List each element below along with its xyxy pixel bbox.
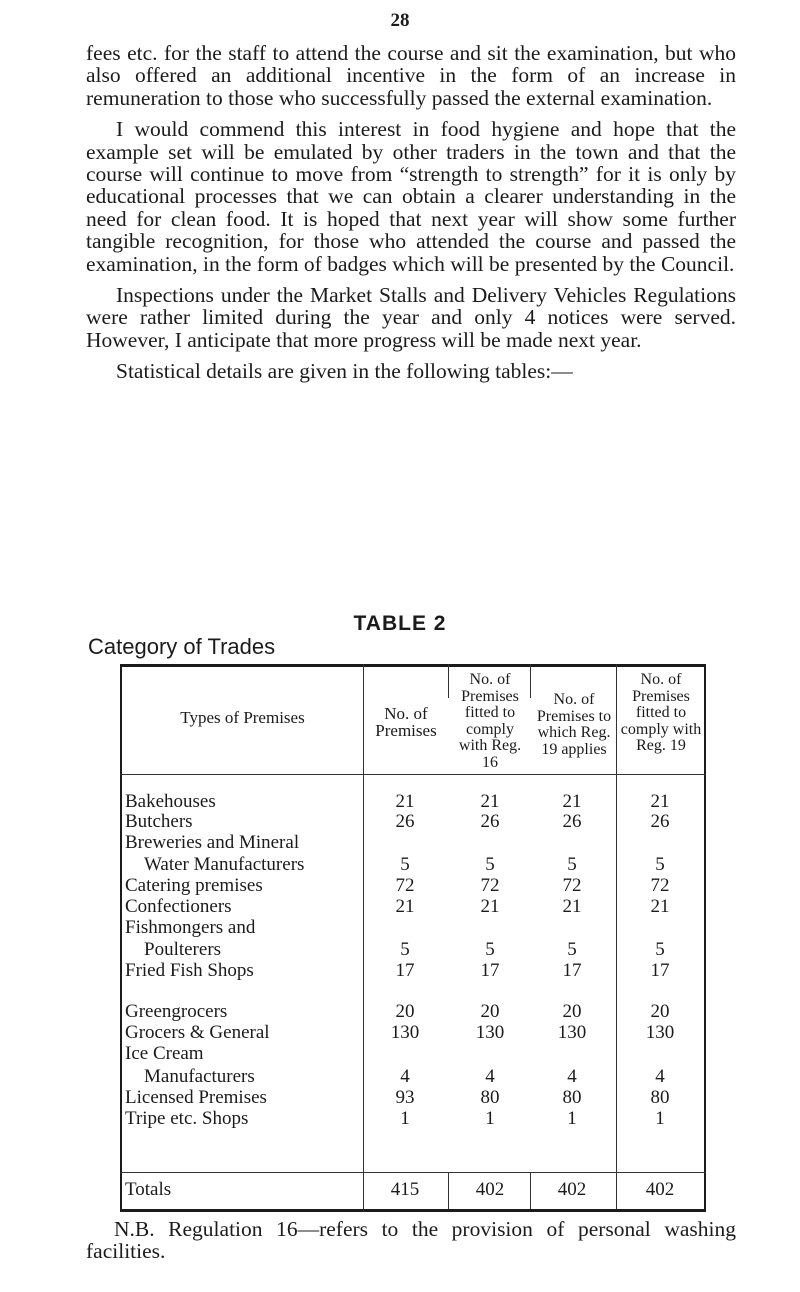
- row-name: Butchers: [125, 811, 193, 832]
- page-number: 28: [390, 10, 410, 31]
- cell-reg19-applies: 72: [562, 875, 582, 896]
- table-title: TABLE 2: [353, 612, 447, 635]
- row-name: Tripe etc. Shops: [125, 1108, 249, 1129]
- totals-label: Totals: [125, 1179, 172, 1200]
- cell-premises: 26: [395, 811, 415, 832]
- cell-reg19-applies: 5: [567, 854, 577, 875]
- table-row: [120, 1088, 706, 1108]
- table-border-bottom: [120, 1209, 706, 1212]
- table-subtitle: Category of Trades: [88, 634, 276, 659]
- table-row: [120, 1002, 706, 1022]
- row-name: Breweries and Mineral: [125, 832, 300, 853]
- cell-reg16: 20: [480, 1001, 500, 1022]
- cell-reg16: 5: [485, 854, 495, 875]
- column-divider: [363, 664, 364, 1212]
- cell-reg16: 130: [475, 1022, 505, 1043]
- row-name: Fishmongers and: [125, 917, 256, 938]
- table-row: [120, 1044, 706, 1064]
- cell-premises: 4: [400, 1066, 410, 1087]
- total-premises: 415: [390, 1179, 420, 1200]
- cell-reg19-fitted: 72: [650, 875, 670, 896]
- cell-reg19-applies: 26: [562, 811, 582, 832]
- cell-premises: 72: [395, 875, 415, 896]
- cell-premises: 5: [400, 939, 410, 960]
- table-row: [120, 833, 706, 853]
- table-row: [120, 855, 706, 875]
- cell-premises: 130: [390, 1022, 420, 1043]
- cell-reg16: 26: [480, 811, 500, 832]
- cell-reg19-fitted: 20: [650, 1001, 670, 1022]
- column-divider: [530, 664, 531, 698]
- cell-premises: 21: [395, 896, 415, 917]
- cell-reg19-fitted: 17: [650, 960, 670, 981]
- cell-reg19-fitted: 21: [650, 896, 670, 917]
- cell-premises: 20: [395, 1001, 415, 1022]
- cell-reg16: 1: [485, 1108, 495, 1129]
- row-name: Fried Fish Shops: [125, 960, 254, 981]
- cell-reg19-fitted: 130: [645, 1022, 675, 1043]
- table-row: [120, 1023, 706, 1043]
- table-row: [120, 792, 706, 812]
- row-name: Greengrocers: [125, 1001, 228, 1022]
- footnote: [86, 1218, 736, 1262]
- paragraph-1: fees etc. for the staff to attend the course and sit the examination, but who also offered an additional incentive in the form of an increase in remuneration to those who successfully passed the external examination.: [86, 41, 736, 110]
- paragraph-3: Inspections under the Market Stalls and Delivery Vehicles Regulations were rather limited during the year and only 4 notices were served. However, I anticipate that more progress will be made next year.: [86, 283, 736, 352]
- row-name: Licensed Premises: [125, 1087, 267, 1108]
- cell-reg19-applies: 80: [562, 1087, 582, 1108]
- header-types: Types of Premises: [180, 708, 305, 727]
- table-row: [120, 1067, 706, 1087]
- cell-reg19-applies: 4: [567, 1066, 577, 1087]
- footnote-text: N.B. Regulation 16—refers to the provision of personal washing facilities.: [86, 1217, 736, 1263]
- header-col2: No. of Premises fitted to comply with Reg. 16: [458, 671, 522, 771]
- total-reg19-applies: 402: [557, 1179, 587, 1200]
- cell-premises: 21: [395, 791, 415, 812]
- cell-reg19-fitted: 26: [650, 811, 670, 832]
- cell-reg19-fitted: 21: [650, 791, 670, 812]
- paragraph-2: I would commend this interest in food hygiene and hope that the example set will be emulated by other traders in the town and that the course will continue to move from “strength to strength” for it is only by educational processes that we can obtain a clearer understanding in the need for clean food. It is hoped that next year will show some further tangible recognition, for those who attended the course and passed the examination, in the form of badges which will be presented by the Council.: [86, 117, 736, 276]
- cell-reg16: 21: [480, 896, 500, 917]
- column-divider: [448, 664, 449, 698]
- header-rule: [120, 774, 706, 775]
- cell-premises: 17: [395, 960, 415, 981]
- header-col4: No. of Premises fitted to comply with Reg. 19: [620, 671, 702, 754]
- table-row: [120, 812, 706, 832]
- table-border-right: [704, 664, 706, 1212]
- cell-reg19-fitted: 5: [655, 939, 665, 960]
- table-border-top: [120, 664, 706, 667]
- body-text: [86, 42, 736, 392]
- table-row: [120, 897, 706, 917]
- cell-reg19-fitted: 4: [655, 1066, 665, 1087]
- cell-reg19-applies: 5: [567, 939, 577, 960]
- row-name: Ice Cream: [125, 1043, 204, 1064]
- cell-reg19-applies: 20: [562, 1001, 582, 1022]
- cell-reg16: 4: [485, 1066, 495, 1087]
- cell-reg16: 5: [485, 939, 495, 960]
- totals-rule: [120, 1172, 706, 1173]
- row-name: Confectioners: [125, 896, 232, 917]
- header-col1: No. of Premises: [375, 704, 437, 740]
- cell-reg19-applies: 1: [567, 1108, 577, 1129]
- cell-reg19-fitted: 1: [655, 1108, 665, 1129]
- cell-reg19-applies: 21: [562, 791, 582, 812]
- cell-reg16: 21: [480, 791, 500, 812]
- row-name: Catering premises: [125, 875, 263, 896]
- table-row: [120, 940, 706, 960]
- cell-reg16: 72: [480, 875, 500, 896]
- row-name: Poulterers: [144, 939, 222, 960]
- cell-reg16: 17: [480, 960, 500, 981]
- table-row: [120, 918, 706, 938]
- cell-reg19-applies: 17: [562, 960, 582, 981]
- row-name: Bakehouses: [125, 791, 216, 812]
- trades-table: [120, 664, 706, 1212]
- cell-premises: 5: [400, 854, 410, 875]
- total-reg16: 402: [475, 1179, 505, 1200]
- table-border-left: [120, 664, 122, 1212]
- row-name: Grocers & General: [125, 1022, 270, 1043]
- paragraph-4: Statistical details are given in the following tables:—: [116, 359, 573, 384]
- cell-reg16: 80: [480, 1087, 500, 1108]
- row-name: Manufacturers: [144, 1066, 255, 1087]
- cell-reg19-fitted: 5: [655, 854, 665, 875]
- cell-reg19-applies: 130: [557, 1022, 587, 1043]
- totals-row: [120, 1180, 706, 1200]
- cell-premises: 1: [400, 1108, 410, 1129]
- table-row: [120, 961, 706, 981]
- row-name: Water Manufacturers: [144, 854, 305, 875]
- cell-reg19-applies: 21: [562, 896, 582, 917]
- cell-reg19-fitted: 80: [650, 1087, 670, 1108]
- table-row: [120, 876, 706, 896]
- header-col3: No. of Premises to which Reg. 19 applies: [536, 691, 612, 758]
- cell-premises: 93: [395, 1087, 415, 1108]
- table-row: [120, 1109, 706, 1129]
- total-reg19-fitted: 402: [645, 1179, 675, 1200]
